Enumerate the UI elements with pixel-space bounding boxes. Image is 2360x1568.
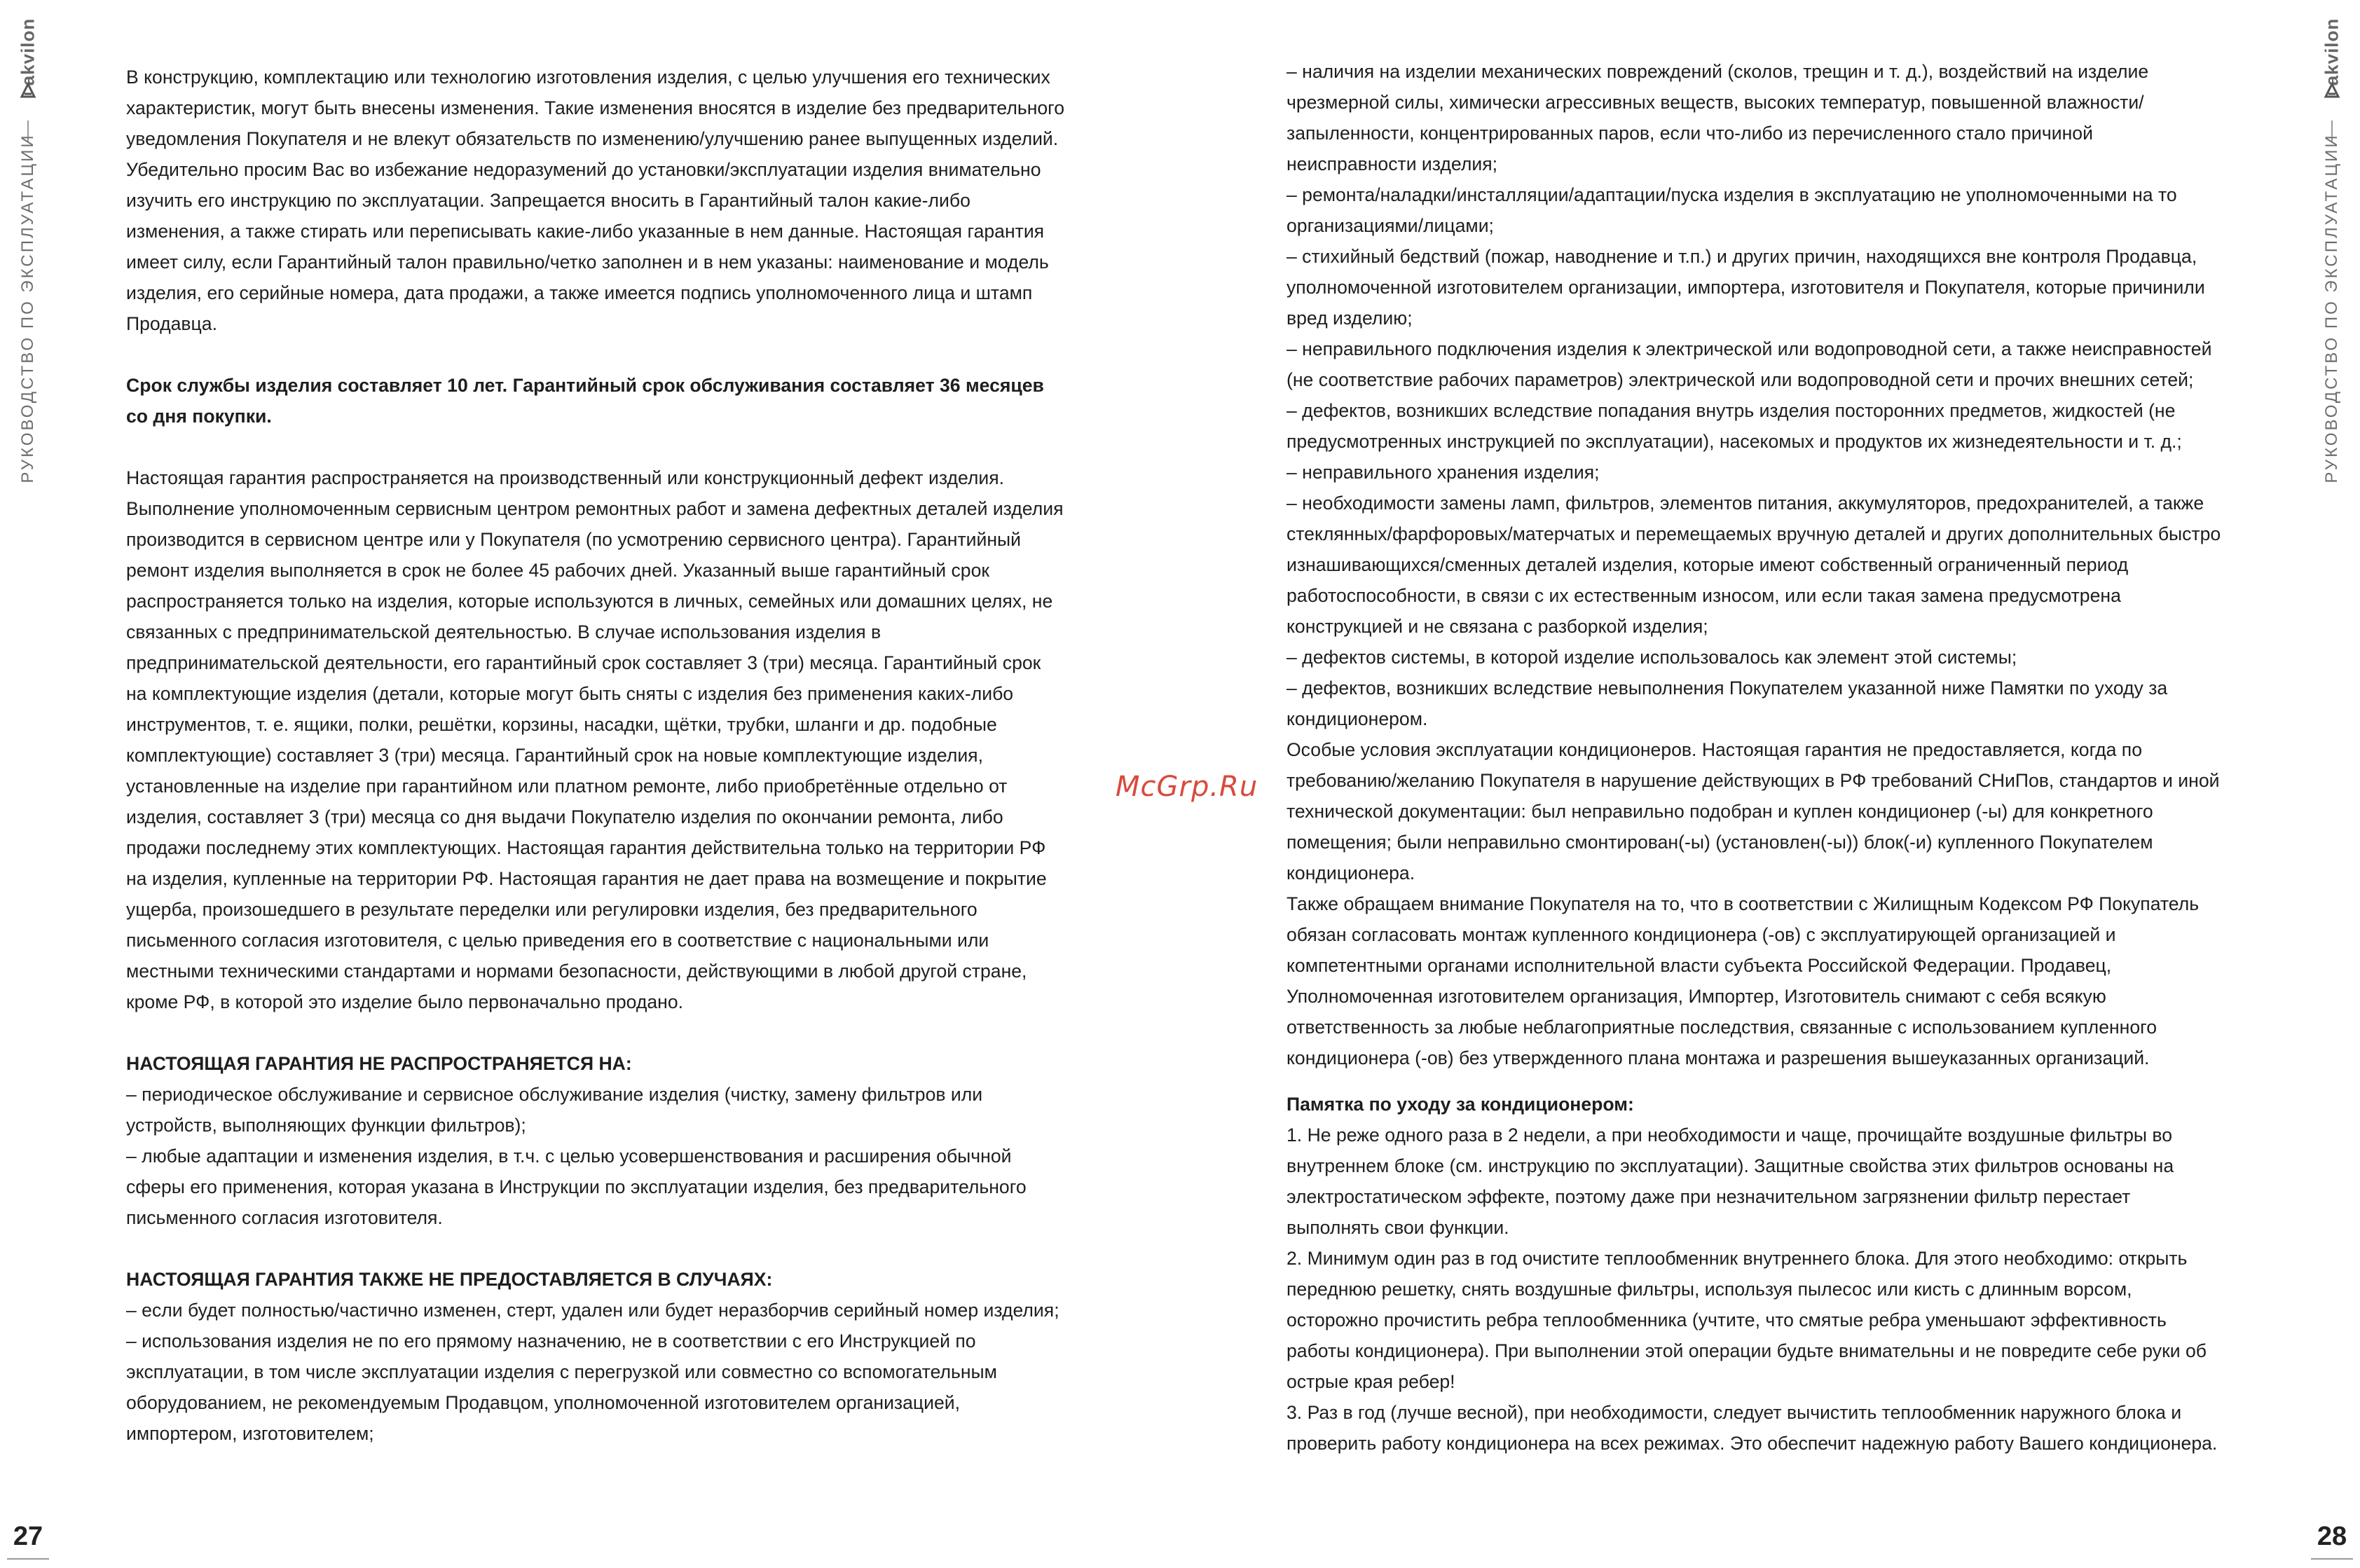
paragraph: – любые адаптации и изменения изделия, в т.ч. с целью усовершенствования и расширения обычной сферы его применения, которая указана в Инструкции по эксплуатации изделия, без предварительного письменного согласия изготовителя. [126,1146,1027,1228]
paragraph: – неправильного подключения изделия к электрической или водопроводной сети, а также неисправностей (не соответствие рабочих параметров) электрической или водопроводной сети и прочих внешних сетей; [1287,338,2212,390]
brand-logo [4,4,53,102]
section-heading: Срок службы изделия составляет 10 лет. Гарантийный срок обслуживания составляет 36 месяцев со дня покупки. [126,375,1044,427]
section-heading: Памятка по уходу за кондиционером: [1287,1094,1634,1115]
paragraph: Особые условия эксплуатации кондиционеров. Настоящая гарантия не предоставляется, когда по требованию/желанию Покупателя в нарушение действующих в РФ требований СНиПов, стандартов и иной технической документации: был неправильно подобран и куплен кондиционер (-ы) для конкретного помещения; были неправильно смонтирован(-ы) (установлен(-ы)) блок(-и) купленного Покупателем кондиционера. [1287,739,2220,883]
paragraph: – наличия на изделии механических повреждений (сколов, трещин и т. д.), воздействий на изделие чрезмерной силы, химически агрессивных веществ, высоких температур, повышенной влажности/запыленности, концентрированных паров, если что-либо из перечисленного стало причиной неисправности изделия; [1287,61,2149,174]
paragraph-gap [1287,1073,2225,1089]
paragraph: 1. Не реже одного раза в 2 недели, а при необходимости и чаще, прочищайте воздушные фильтры во внутреннем блоке (см. инструкцию по эксплуатации). Защитные свойства этих фильтров основаны на электростатическом эффекте, поэтому даже при незначительном загрязнении фильтр перестает выполнять свои функции. [1287,1125,2174,1238]
section-heading: НАСТОЯЩАЯ ГАРАНТИЯ НЕ РАСПРОСТРАНЯЕТСЯ НА: [126,1053,632,1074]
paragraph: – дефектов системы, в которой изделие использовалось как элемент этой системы; [1287,647,2017,668]
page-number: 27 [13,1522,43,1551]
paragraph: – использования изделия не по его прямому назначению, не в соответствии с его Инструкцией по эксплуатации, в том числе эксплуатации изделия с перегрузкой или совместно со вспомогательным оборудованием, не рекомендуемым Продавцом, уполномоченной изготовителем организацией, импортером, изготовителем; [126,1330,997,1444]
paragraph: Настоящая гарантия распространяется на производственный или конструкционный дефект изделия. Выполнение уполномоченным сервисным центром ремонтных работ и замена дефектных деталей изделия производится в сервисном центре или у Покупателя (по усмотрению сервисного центра). Гарантийный ремонт изделия выполняется в срок не более 45 рабочих дней. Указанный выше гарантийный срок распространяется только на изделия, которые используются в личных, семейных или домашних целях, не связанных с предпринимательской деятельностью. В случае использования изделия в предпринимательской деятельности, его гарантийный срок составляет 3 (три) месяца. Гарантийный срок на комплектующие изделия (детали, которые могут быть сняты с изделия без применения каких-либо инструментов, т. е. ящики, полки, решётки, корзины, насадки, щётки, трубки, шланги и др. подобные комплектующие) составляет 3 (три) месяца. Гарантийный срок на новые комплектующие изделия, установленные на изделие при гарантийном или платном ремонте, либо приобретённые отдельно от изделия, составляет 3 (три) месяца со дня выдачи Покупателю изделия по окончании ремонта, либо продажи последнему этих комплектующих. Настоящая гарантия действительна только на территории РФ на изделия, купленные на территории РФ. Настоящая гарантия не дает права на возмещение и покрытие ущерба, произошедшего в результате переделки или регулировки изделия, без предварительного письменного согласия изготовителя, с целью приведения его в соответствие с национальными или местными техническими стандартами и нормами безопасности, действующими в любой другой стране, кроме РФ, в которой это изделие было первоначально продано. [126,467,1064,1012]
paragraph: – дефектов, возникших вследствие невыполнения Покупателем указанной ниже Памятки по уходу за кондиционером. [1287,678,2168,729]
paragraph-gap [126,339,1065,370]
page-number-rule [2311,1558,2353,1560]
watermark: McGrp.Ru [1116,771,1258,803]
brand-name: akvilon [17,18,39,86]
paragraph: – неправильного хранения изделия; [1287,462,1600,483]
akvilon-logo-icon [2321,80,2342,101]
akvilon-logo-icon [18,80,39,101]
section-heading: НАСТОЯЩАЯ ГАРАНТИЯ ТАКЖЕ НЕ ПРЕДОСТАВЛЯЕТСЯ В СЛУЧАЯХ: [126,1269,773,1290]
right-text-column [1287,56,2225,1459]
paragraph: В конструкцию, комплектацию или технологию изготовления изделия, с целью улучшения его технических характеристик, могут быть внесены изменения. Такие изменения вносятся в изделие без предварительного уведомления Покупателя и не влекут обязательств по изменению/улучшению ранее выпущенных изделий. Убедительно просим Вас во избежание недоразумений до установки/эксплуатации изделия внимательно изучить его инструкцию по эксплуатации. Запрещается вносить в Гарантийный талон какие-либо изменения, а также стирать или переписывать какие-либо указанные в нем данные. Настоящая гарантия имеет силу, если Гарантийный талон правильно/четко заполнен и в нем указаны: наименование и модель изделия, его серийные номера, дата продажи, а также имеется подпись уполномоченного лица и штамп Продавца. [126,67,1065,334]
paragraph-gap [126,1017,1065,1048]
paragraph-gap [126,432,1065,462]
brand-logo [2307,4,2356,102]
paragraph: – ремонта/наладки/инсталляции/адаптации/пуска изделия в эксплуатацию не уполномоченными на то организациями/лицами; [1287,184,2177,236]
paragraph: – стихийный бедствий (пожар, наводнение и т.п.) и других причин, находящихся вне контроля Продавца, уполномоченной изготовителем организации, импортера, изготовителя и Покупателя, которые причинили вред изделию; [1287,246,2205,329]
paragraph-gap [126,1233,1065,1264]
paragraph: – дефектов, возникших вследствие попадания внутрь изделия посторонних предметов, жидкостей (не предусмотренных инструкцией по эксплуатации), насекомых и продуктов их жизнедеятельности и т. д.; [1287,400,2182,452]
paragraph: 3. Раз в год (лучше весной), при необходимости, следует вычистить теплообменник наружного блока и проверить работу кондиционера на всех режимах. Это обеспечит надежную работу Вашего кондиционера. [1287,1402,2218,1454]
paragraph: – необходимости замены ламп, фильтров, элементов питания, аккумуляторов, предохранителей, а также стеклянных/фарфоровых/матерчатых и перемещаемых вручную деталей и других дополнительных быстро изнашивающихся/сменных деталей изделия, которые имеют собственный ограниченный период работоспособности, в связи с их естественным износом, или если такая замена предусмотрена конструкцией и не связана с разборкой изделия; [1287,493,2221,637]
side-title: РУКОВОДСТВО ПО ЭКСПЛУАТАЦИИ [18,133,37,483]
side-title: РУКОВОДСТВО ПО ЭКСПЛУАТАЦИИ [2322,133,2341,483]
paragraph: – периодическое обслуживание и сервисное обслуживание изделия (чистку, замену фильтров или устройств, выполняющих функции фильтров); [126,1084,983,1136]
brand-name: akvilon [2321,18,2342,86]
paragraph: Также обращаем внимание Покупателя на то, что в соответствии с Жилищным Кодексом РФ Покупатель обязан согласовать монтаж купленного кондиционера (-ов) с эксплуатирующей организацией и компетентными органами исполнительной власти субъекта Российской Федерации. Продавец, Уполномоченная изготовителем организация, Импортер, Изготовитель снимают с себя всякую ответственность за любые неблагоприятные последствия, связанные с использованием купленного кондиционера (-ов) без утвержденного плана монтажа и разрешения вышеуказанных организаций. [1287,893,2200,1068]
page-number: 28 [2317,1522,2347,1551]
left-side-strip [0,0,56,1568]
right-page [1180,0,2360,1568]
page-number-rule [7,1558,49,1560]
left-text-column [126,62,1065,1449]
paragraph: – если будет полностью/частично изменен, стерт, удален или будет неразборчив серийный номер изделия; [126,1300,1059,1321]
right-side-strip [2304,0,2360,1568]
paragraph: 2. Минимум один раз в год очистите теплообменник внутреннего блока. Для этого необходимо: открыть переднюю решетку, снять воздушные фильтры, используя пылесос или кисть с длинным ворсом, осторожно прочистить ребра теплообменника (учтите, что смятые ребра уменьшают эффективность работы кондиционера). При выполнении этой операции будьте внимательны и не повредите себе руки об острые края ребер! [1287,1248,2207,1392]
